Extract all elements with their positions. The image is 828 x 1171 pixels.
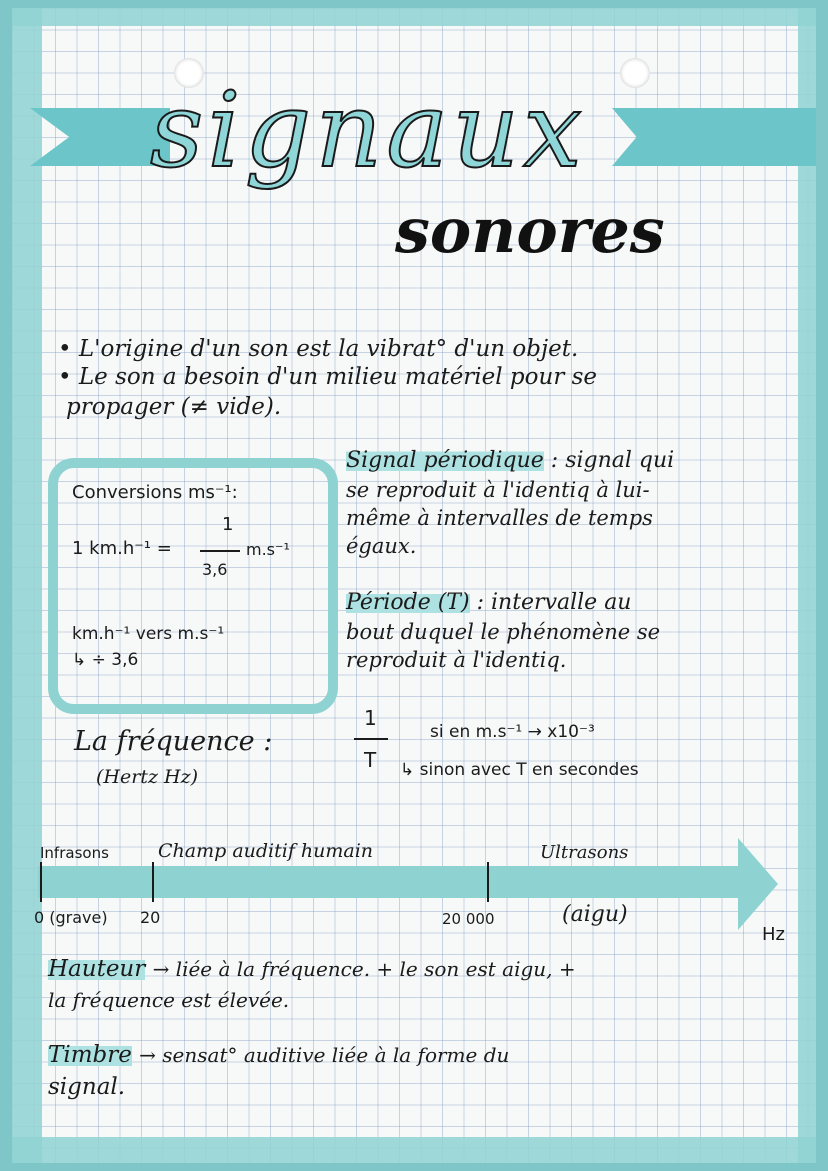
page-frame-top: [12, 8, 816, 26]
conversion-rule-op: ↳ ÷ 3,6: [72, 650, 139, 670]
conversion-numerator: 1: [222, 514, 234, 535]
page-frame-bottom: [12, 1137, 816, 1163]
label-ultrasons: Ultrasons: [540, 842, 629, 863]
periodic-line-3: même à intervalles de temps: [346, 506, 653, 530]
periodic-line-2: se reproduit à l'identiq à lui-: [346, 478, 650, 502]
punch-hole-right: [620, 58, 650, 88]
tick-label-20000: 20 000: [442, 910, 495, 928]
conversion-lhs: 1 km.h⁻¹ =: [72, 538, 172, 559]
frequency-fraction-bar: [354, 738, 388, 740]
period-line-2: bout duquel le phénomène se: [346, 620, 661, 644]
timbre-term: Timbre: [48, 1042, 132, 1068]
label-audible-range: Champ auditif humain: [158, 840, 374, 862]
title-signaux: signaux: [150, 69, 586, 191]
hauteur-line-2: la fréquence est élevée.: [48, 988, 290, 1012]
tick-label-0: 0 (grave): [34, 908, 108, 927]
tick-label-20: 20: [140, 908, 161, 927]
label-infrasons: Infrasons: [40, 844, 109, 862]
page-frame-left: [12, 8, 42, 1163]
frequency-label: La fréquence :: [74, 726, 273, 757]
period-line-1: : intervalle au: [476, 590, 632, 615]
frequency-numerator: 1: [364, 706, 377, 730]
title-ribbon-right: [612, 108, 816, 166]
frequency-scale-arrow: [738, 838, 778, 930]
frequency-case-2: ↳ sinon avec T en secondes: [400, 760, 639, 780]
title-sonores: sonores: [395, 194, 665, 267]
conversion-fraction-bar: [200, 550, 240, 552]
title-ribbon-left: [30, 108, 170, 166]
bullet-medium: • Le son a besoin d'un milieu matériel pour se: [58, 364, 598, 390]
conversion-rule: km.h⁻¹ vers m.s⁻¹: [72, 624, 225, 644]
hauteur-term: Hauteur: [48, 956, 146, 982]
periodic-line-4: égaux.: [346, 534, 417, 558]
page-frame-right: [798, 8, 816, 1163]
frequency-denominator: T: [364, 748, 377, 772]
tick-20: [152, 862, 154, 902]
timbre-line-1: → sensat° auditive liée à la forme du: [139, 1043, 510, 1067]
conversion-unit: m.s⁻¹: [246, 540, 290, 559]
conversion-denominator: 3,6: [202, 560, 228, 579]
frequency-scale-bar: [38, 866, 760, 898]
scale-unit-hz: Hz: [762, 924, 785, 945]
timbre-definition: [48, 1042, 509, 1068]
timbre-line-2: signal.: [48, 1074, 126, 1100]
frequency-unit: (Hertz Hz): [96, 766, 198, 788]
period-definition: [346, 590, 631, 615]
label-aigu: (aigu): [562, 902, 628, 927]
periodic-signal-definition: [346, 448, 674, 473]
period-term: Période (T): [346, 590, 470, 615]
periodic-line-1: : signal qui: [550, 448, 675, 473]
tick-0: [40, 862, 42, 902]
bullet-origin: • L'origine d'un son est la vibrat° d'un objet.: [58, 336, 579, 362]
period-line-3: reproduit à l'identiq.: [346, 648, 567, 672]
hauteur-definition: [48, 956, 576, 982]
conversion-heading: Conversions ms⁻¹:: [72, 482, 238, 503]
frequency-case-1: si en m.s⁻¹ → x10⁻³: [430, 722, 595, 742]
hauteur-line-1: → liée à la fréquence. + le son est aigu, +: [152, 957, 576, 981]
tick-20000: [487, 862, 489, 902]
bullet-medium-cont: propager (≠ vide).: [66, 394, 282, 420]
periodic-signal-term: Signal périodique: [346, 448, 544, 473]
